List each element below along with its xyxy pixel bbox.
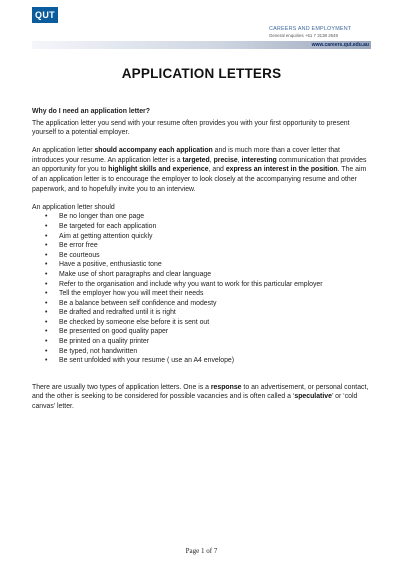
requirements-list xyxy=(32,212,371,366)
purpose-paragraph: An application letter should accompany each application and is much more than a cover letter that introduces your resume. An application letter is a targeted, precise, interesting communication that provides an opportunity for you to highlight skills and experience, and express an interest in the position. The aim of an application letter is to encourage the employer to look closely at the accompanying resume and other paperwork, and to hopefully invite you to an interview. xyxy=(32,147,367,193)
list-item: • Be error free xyxy=(32,241,371,251)
list-item: • Be drafted and redrafted until it is right xyxy=(32,308,371,318)
logo-text: QUT xyxy=(35,10,55,20)
qut-logo xyxy=(32,7,58,23)
header-enquiries: General enquiries +61 7 3138 2649 xyxy=(269,33,338,38)
document-body xyxy=(32,107,371,412)
list-intro: An application letter should xyxy=(32,203,115,211)
list-item: • Refer to the organisation and include why you want to work for this particular employer xyxy=(32,280,371,290)
header-title: CAREERS AND EMPLOYMENT xyxy=(269,26,352,32)
list-item: • Be a balance between self confidence and modesty xyxy=(32,299,371,309)
list-item: • Have a positive, enthusiastic tone xyxy=(32,260,371,270)
section-question: Why do I need an application letter? xyxy=(32,108,150,115)
intro-paragraph: The application letter you send with your resume often provides you with your first opportunity to present yourself to a potential employer. xyxy=(32,119,350,137)
list-item: • Make use of short paragraphs and clear language xyxy=(32,270,371,280)
list-item: • Be courteous xyxy=(32,251,371,261)
list-item: • Be no longer than one page xyxy=(32,212,371,222)
page-title: APPLICATION LETTERS xyxy=(121,66,282,81)
list-item: • Tell the employer how you will meet their needs xyxy=(32,289,371,299)
list-item: • Be printed on a quality printer xyxy=(32,337,371,347)
list-item: • Be presented on good quality paper xyxy=(32,327,371,337)
list-item: • Be checked by someone else before it is sent out xyxy=(32,318,371,328)
header-contact xyxy=(269,26,371,39)
page-number: Page 1 of 7 xyxy=(185,547,218,555)
types-paragraph: There are usually two types of application letters. One is a response to an advertisement, or personal contact, and the other is seeking to be considered for possible vacancies and is often called a ‘speculative’ or ‘cold canvas’ letter. xyxy=(32,383,369,411)
header-url: www.careers.qut.edu.au xyxy=(311,42,369,48)
list-item: • Be targeted for each application xyxy=(32,222,371,232)
list-item: • Aim at getting attention quickly xyxy=(32,232,371,242)
list-item: • Be sent unfolded with your resume ( use an A4 envelope) xyxy=(32,356,371,366)
list-item: • Be typed, not handwritten xyxy=(32,347,371,357)
